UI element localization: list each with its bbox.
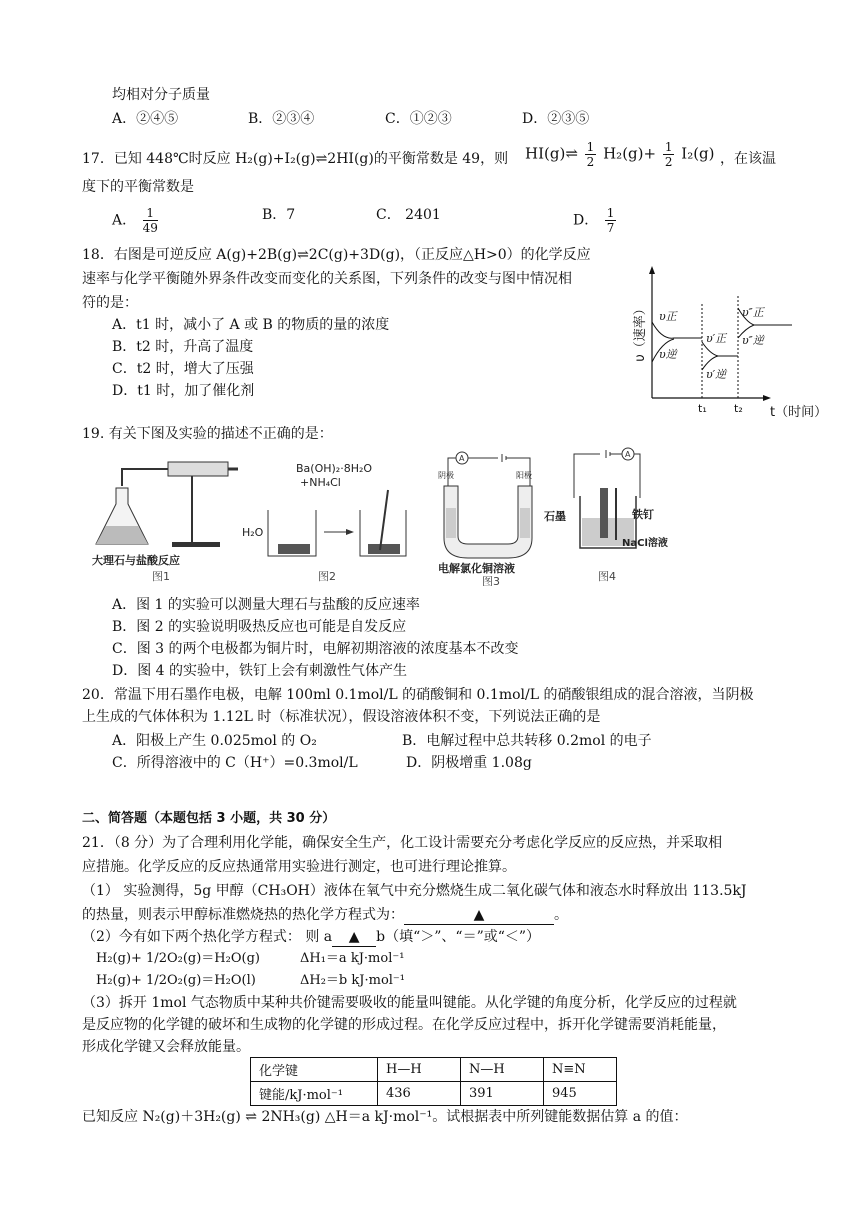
q18-option-a: A．t1 时，减小了 A 或 B 的物质的量的浓度 [112,317,390,333]
table-cell: H—H [378,1058,461,1082]
q21-part1-end: 。 [554,907,568,923]
q21-answer-blank-1[interactable]: ▲ [404,906,554,925]
q21-part1-line-1: （1） 实验测得，5g 甲醇（CH₃OH）液体在氧气中充分燃烧生成二氧化碳气体和液态水时释放出 113.5kJ [82,883,747,899]
q20-stem-2: 上生成的气体体积为 1.12L 时（标准状况），假设溶液体积不变，下列说法正确的是 [82,709,601,725]
table-cell: N—H [461,1058,544,1082]
q21-line-2: 应措施。化学反应的反应热通常用实验进行测定，也可进行理论推算。 [82,859,516,875]
label-v-zheng: υ正 [659,310,677,323]
table-cell: 436 [378,1082,461,1106]
q17-option-d [573,206,618,235]
q21-part3-line-1: （3）拆开 1mol 气态物质中某种共价键需要吸收的能量叫键能。从化学键的角度分析，化学反应的过程就 [82,995,737,1011]
u-tube-right-liquid [520,508,530,538]
q18-stem-2: 速率与化学平衡随外界条件改变而变化的关系图，下列条件的改变与图中情况相 [82,271,572,287]
frac-den: 2 [664,155,673,169]
q17-eq-b: H₂(g)+ [603,144,657,163]
q21-line-1: 21．（8 分）为了合理利用化学能，确保安全生产，化工设计需要充分考虑化学反应的反应热，并采取相 [82,835,723,851]
q20-option-b: B．电解过程中总共转移 0.2mol 的电子 [402,733,652,749]
x-axis-label: t（时间） [770,405,828,420]
figure-3-cathode-label: 阴极 [438,471,454,480]
figure-2-water-label: H₂O [242,526,264,539]
beaker-1-solid [278,544,310,554]
q21-equation-1-dh: ΔH₁＝a kJ·mol⁻¹ [300,951,405,966]
q18-option-d: D．t1 时，加了催化剂 [112,383,255,399]
q20-stem-1: 20．常温下用石墨作电极，电解 100ml 0.1mol/L 的硝酸铜和 0.1mol/L 的硝酸银组成的混合溶液，当阴极 [82,687,754,703]
q17-eq-c: I₂(g) [681,144,715,163]
q17-stem-line2: 度下的平衡常数是 [82,179,194,195]
q17-option-a [112,206,160,235]
figure-1-apparatus [92,446,242,586]
frac-num: 1 [664,140,673,154]
q21-equation-1: H₂(g)+ 1/2O₂(g)＝H₂O(g) [96,951,260,966]
figure-3-apparatus [438,446,548,586]
q19-option-a: A．图 1 的实验可以测量大理石与盐酸的反应速率 [112,597,420,613]
q21-part1-text: 的热量，则表示甲醇标准燃烧热的热化学方程式为： [82,907,404,923]
q16-option-c: C．①②③ [385,111,452,127]
label-v1-ni: υ′逆 [706,368,727,381]
tick-t1: t₁ [698,402,707,415]
q17-option-b: B．7 [262,207,296,223]
ammeter-symbol: A [459,454,465,463]
q18-option-b: B．t2 时，升高了温度 [112,339,254,355]
section-2-heading: 二、简答题（本题包括 3 小题，共 30 分） [82,811,336,826]
q20-option-c: C．所得溶液中的 C（H⁺）=0.3mol/L [112,755,358,771]
q18-option-c: C．t2 时，增大了压强 [112,361,254,377]
figure-3-anode-label: 阳极 [516,471,532,480]
q17-frac-1 [585,140,597,169]
q21-part2-text-b: b（填“＞”、“＝”或“＜”） [376,929,541,945]
x-axis-arrow [763,395,771,401]
q20-option-a: A．阳极上产生 0.025mol 的 O₂ [112,733,317,749]
figure-3-label: 电解氯化铜溶液 [438,562,515,575]
q21-part2-line [82,928,540,947]
figure-4-caption: 图4 [598,570,616,583]
tube [122,469,168,486]
figure-4-apparatus [540,446,670,586]
table-cell: 键能/kJ·mol⁻¹ [251,1082,378,1106]
q21-equation-2: H₂(g)+ 1/2O₂(g)＝H₂O(l) [96,973,256,988]
q19-option-d: D．图 4 的实验中，铁钉上会有刺激性气体产生 [112,663,408,679]
figure-1-label: 大理石与盐酸反应 [92,554,180,567]
figure-4-solution-label: NaCl溶液 [622,538,668,549]
frac-num: 1 [586,140,595,154]
frac-den: 7 [606,221,615,235]
q21-part2-text-a: （2）今有如下两个热化学方程式： 则 a [82,929,333,945]
frac-num: 1 [606,206,615,220]
frac-den: 2 [586,155,595,169]
beaker-2-solid [368,544,400,554]
table-cell: 391 [461,1082,544,1106]
table-cell: N≡N [544,1058,617,1082]
table-cell: 化学键 [251,1058,378,1082]
frac-den: 49 [142,221,158,235]
q17-optD-frac [605,206,617,235]
q21-part3-line-3: 形成化学键又会释放能量。 [82,1039,250,1055]
ammeter-symbol: A [625,450,631,459]
figure-4-graphite-label: 石墨 [544,510,566,523]
q21-final-line: 已知反应 N₂(g)＋3H₂(g) ⇌ 2NH₃(g) △H＝a kJ·mol⁻¹。试根据表中所列键能数据估算 a 的值： [82,1109,688,1125]
table-row [251,1082,617,1106]
u-tube [444,486,532,558]
figure-4-nail-label: 铁钉 [632,508,654,521]
tick-t2: t₂ [734,402,743,415]
q16-option-b: B．②③④ [248,111,315,127]
figure-2-reagent-1: Ba(OH)₂·8H₂O [296,462,373,475]
option-letter: A． [112,212,137,229]
q17-optA-frac [143,206,158,235]
rate-time-graph [622,262,832,422]
q16-option-d: D．②③⑤ [522,111,590,127]
syringe [168,462,228,476]
y-axis-arrow [649,266,655,274]
q17-frac-2 [663,140,675,169]
stand-base [172,542,220,547]
q16-tail-line: 均相对分子质量 [112,87,210,103]
u-tube-left-liquid [446,508,456,538]
q21-part3-line-2: 是反应物的化学键的破坏和生成物的化学键的形成过程。在化学反应过程中，拆开化学键需要消耗能量， [82,1017,726,1033]
q20-option-d: D．阴极增重 1.08g [406,755,532,771]
q19-option-c: C．图 3 的两个电极都为铜片时，电解初期溶液的浓度基本不改变 [112,641,519,657]
label-v1-zheng: υ′正 [706,332,727,345]
q18-stem-3: 符的是： [82,295,138,311]
frac-num: 1 [143,206,158,221]
q19-stem: 19. 有关下图及实验的描述不正确的是： [82,426,333,442]
table-cell: 945 [544,1082,617,1106]
q17-equation [525,140,715,169]
bond-energy-table [250,1057,617,1106]
glass-rod [380,490,388,550]
figure-3-caption: 图3 [482,575,500,586]
q17-stem-a: 17．已知 448℃时反应 H₂(g)+I₂(g)⇌2HI(g)的平衡常数是 49，则 [82,151,509,167]
figure-2-reagent-2: +NH₄Cl [300,476,341,489]
label-v2-zheng: υ″正 [742,306,764,319]
q17-stem-b: ，在该温 [720,151,776,167]
arrow-head [346,529,354,535]
graphite-electrode [600,488,608,538]
y-axis-label: υ（速率） [633,302,648,362]
q21-answer-blank-2[interactable]: ▲ [332,928,376,947]
q17-eq-a: HI(g)⇌ [525,144,578,163]
q17-option-c: C． 2401 [376,207,441,223]
label-v-ni: υ逆 [659,348,677,361]
q18-stem-1: 18．右图是可逆反应 A(g)+2B(g)⇌2C(g)+3D(g)，（正反应△H>0）的化学反应 [82,247,591,263]
label-v2-ni: υ″逆 [742,334,764,347]
curve-v-zheng [652,322,702,338]
figure-2-caption: 图2 [318,570,336,583]
option-letter: D． [573,212,599,229]
q21-equation-2-dh: ΔH₂＝b kJ·mol⁻¹ [300,973,405,988]
figure-2-apparatus [238,446,418,586]
q19-option-b: B．图 2 的实验说明吸热反应也可能是自发反应 [112,619,407,635]
q16-option-a: A．②④⑤ [112,111,179,127]
q21-part1-line-2 [82,906,568,925]
figure-1-caption: 图1 [152,570,170,583]
table-row [251,1058,617,1082]
